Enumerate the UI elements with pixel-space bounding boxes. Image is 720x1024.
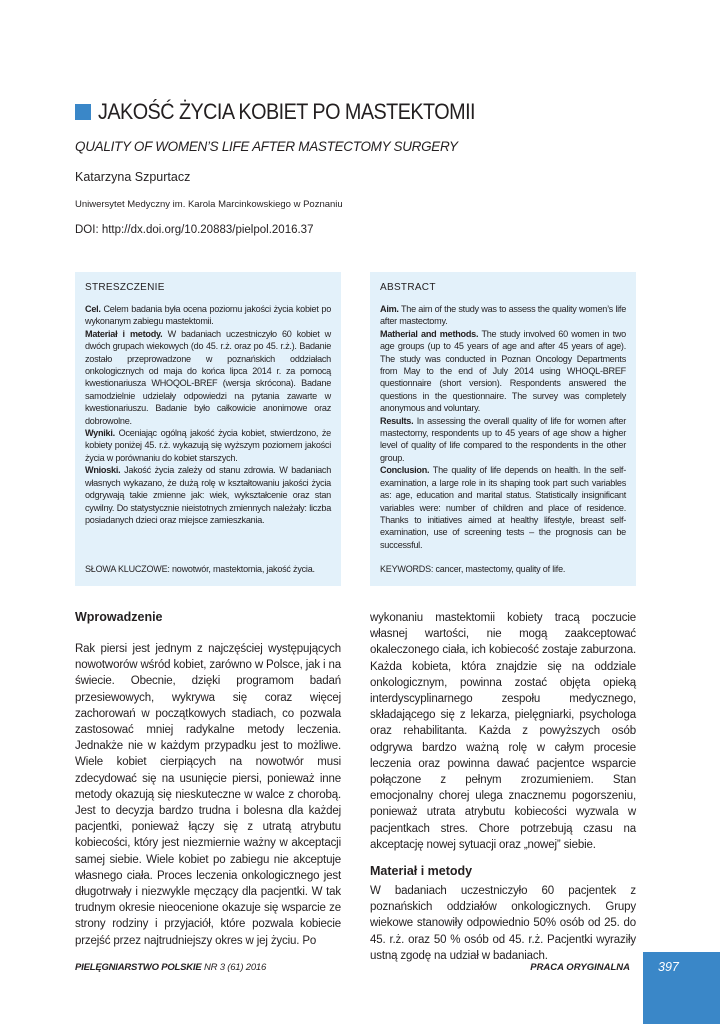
article-subtitle: QUALITY OF WOMEN’S LIFE AFTER MASTECTOMY SURGERY	[75, 139, 458, 154]
conclusion-text: The quality of life depends on health. In the self-examination, a large role in its shaping took part such variables as: age, education and marital status. Statistically insignificant variables were: number of children and place of residence. Thanks to initiatives aimed at healthy lifestyle, breast self-examination, use of screening tests – the prognosis can be successful.	[380, 465, 626, 550]
keywords-pl: SŁOWA KLUCZOWE: nowotwór, mastektomia, jakość życia.	[85, 564, 315, 574]
page-number-bar	[643, 952, 720, 1024]
abstract-en-heading: ABSTRACT	[380, 282, 436, 293]
metody-label: Materiał i metody.	[85, 328, 163, 339]
results-text: In assessing the overall quality of life for women after mastectomy, respondents up to 45 years of age show a higher level of quality of life compared to the respondents in the other group.	[380, 415, 626, 463]
journal-name: PIELĘGNIARSTWO POLSKIE	[75, 962, 202, 973]
results-label: Results.	[380, 415, 414, 426]
article-title: JAKOŚĆ ŻYCIA KOBIET PO MASTEKTOMII	[98, 99, 476, 124]
wnioski-label: Wnioski.	[85, 465, 121, 476]
body-column-right	[370, 610, 636, 964]
footer-journal	[75, 962, 266, 973]
intro-continued-paragraph: wykonaniu mastektomii kobiety tracą poczucie własnej wartości, nie mogą zaakceptować okaleczonego ciała, ich kobiecość zostaje zaburzona. Każda kobieta, która znajdzie się na oddziale onkologicznym, powinna zostać objęta opieką interdyscyplinarnego zespołu medycznego, składającego się z lekarza, pielęgniarki, psychologa oraz rehabilitanta. Każda z powyższych osób odgrywa bardzo ważną rolę w całym procesie leczenia oraz powinna dawać pacjentce wsparcie połączone z pełnym zrozumieniem. Stan emocjonalny chorej ulega znacznemu pogorszeniu, ponieważ utrata atrybutu kobiecości wyzwala w pacjentkach stres. Chore potrzebują czasu na akceptację nowej sytuacji oraz „nowej” siebie.	[370, 612, 636, 851]
abstract-en-text	[380, 303, 626, 551]
author-name: Katarzyna Szpurtacz	[75, 170, 191, 184]
body-column-left	[75, 610, 341, 949]
cel-label: Cel.	[85, 304, 101, 314]
methods-paragraph: W badaniach uczestniczyło 60 pacjentek z poznańskich oddziałów onkologicznych. Grupy wiekowe stanowiły odpowiednio 50% osób od 25. do 45. r.ż. oraz 50 % osób od 45. r.ż. Pacjentki wyraziły ustną zgodę na udział w badaniach.	[370, 885, 636, 962]
metody-text: W badaniach uczestniczyło 60 kobiet w dwóch grupach wiekowych (do 45. r.ż. oraz po 45. r.ż.). Badanie zostało przeprowadzone w poznańskich oddziałach onkologicznych od maja do końca lipca 2014 r. za pomocą kwestionariusza WHOQOL-BREF (wersja skrócona). Badane samodzielnie udzielały odpowiedzi na pytania zawarte w kwestionariuszu. Badanie było całkowicie anonimowe oraz dobrowolne.	[85, 328, 331, 426]
keywords-en: KEYWORDS: cancer, mastectomy, quality of life.	[380, 564, 566, 574]
aim-text: The aim of the study was to assess the quality women’s life after mastectomy.	[380, 304, 626, 327]
journal-issue: NR 3 (61) 2016	[203, 962, 267, 973]
methods-text: The study involved 60 women in two age groups (up to 45 years of age and after 45 years of age). The study was conducted in Poznan Oncology Departments from May to the end of July 2014 using WHOQL-BREF questionnaire (short version). Respondents answered the questions in the questionnaire. The survey was completely anonymous and voluntary.	[380, 328, 626, 414]
intro-heading: Wprowadzenie	[75, 610, 163, 624]
footer-section: PRACA ORYGINALNA	[530, 962, 630, 973]
page-number: 397	[658, 960, 679, 974]
wyniki-text: Oceniając ogólną jakość życia kobiet, stwierdzono, że kobiety poniżej 45. r.ż. wykazują się wyższym poziomem jakości życia w porównaniu do kobiet starszych.	[85, 428, 331, 463]
doi-link[interactable]: DOI: http://dx.doi.org/10.20883/pielpol.2016.37	[75, 224, 314, 236]
title-row	[75, 99, 517, 125]
intro-paragraph: Rak piersi jest jednym z najczęściej występujących nowotworów wśród kobiet, zarówno w Polsce, jak i na świecie. Obecnie, dzięki programom badań przesiewowych, wykrywa się coraz więcej zachorowań w początkowych stadiach, co pozwala zastosować mniej radykalne metody leczenia. Jednakże nie w każdym przypadku jest to możliwe. Wiele kobiet cierpiących na nowotwór musi zdecydować się na usunięcie piersi, ponieważ inne metody okazują się nieskuteczne w walce z chorobą. Jest to decyzja bardzo trudna i bolesna dla każdej pacjentki, ponieważ łączy się z utratą atrybutu kobiecości, który jest niezmiernie ważny w akceptacji samej siebie. Wiele kobiet po zabiegu nie akceptuje własnego ciała. Proces leczenia onkologicznego jest długotrwały i niezwykle męczący dla pacjentki. W tak trudnym okresie nieocenione okazuje się wsparcie ze strony rodziny i przyjaciół, które pozwala kobiecie przejść przez najtrudniejszy okres w jej życiu. Po	[75, 643, 341, 947]
affiliation: Uniwersytet Medyczny im. Karola Marcinkowskiego w Poznaniu	[75, 199, 343, 210]
abstract-pl-box	[75, 272, 341, 586]
abstract-pl-text	[85, 303, 331, 526]
aim-label: Aim.	[380, 304, 399, 314]
abstract-en-box	[370, 272, 636, 586]
methods-label: Matherial and methods.	[380, 328, 479, 339]
abstract-pl-heading: STRESZCZENIE	[85, 282, 165, 293]
methods-heading: Materiał i metody	[370, 864, 473, 879]
title-square-icon	[75, 104, 91, 120]
wyniki-label: Wyniki.	[85, 428, 115, 439]
wnioski-text: Jakość życia zależy od stanu zdrowia. W badaniach własnych wykazano, że dużą rolę w kształtowaniu jakości życia odgrywają takie zmienne jak: wiek, wykształcenie oraz stan cywilny. Do statystycznie nieistotnych zmiennych należały: liczba posiadanych dzieci oraz miejsce zamieszkania.	[85, 465, 332, 525]
cel-text: Celem badania była ocena poziomu jakości życia kobiet po wykonanym zabiegu mastektomii.	[85, 304, 331, 327]
conclusion-label: Conclusion.	[380, 465, 430, 476]
